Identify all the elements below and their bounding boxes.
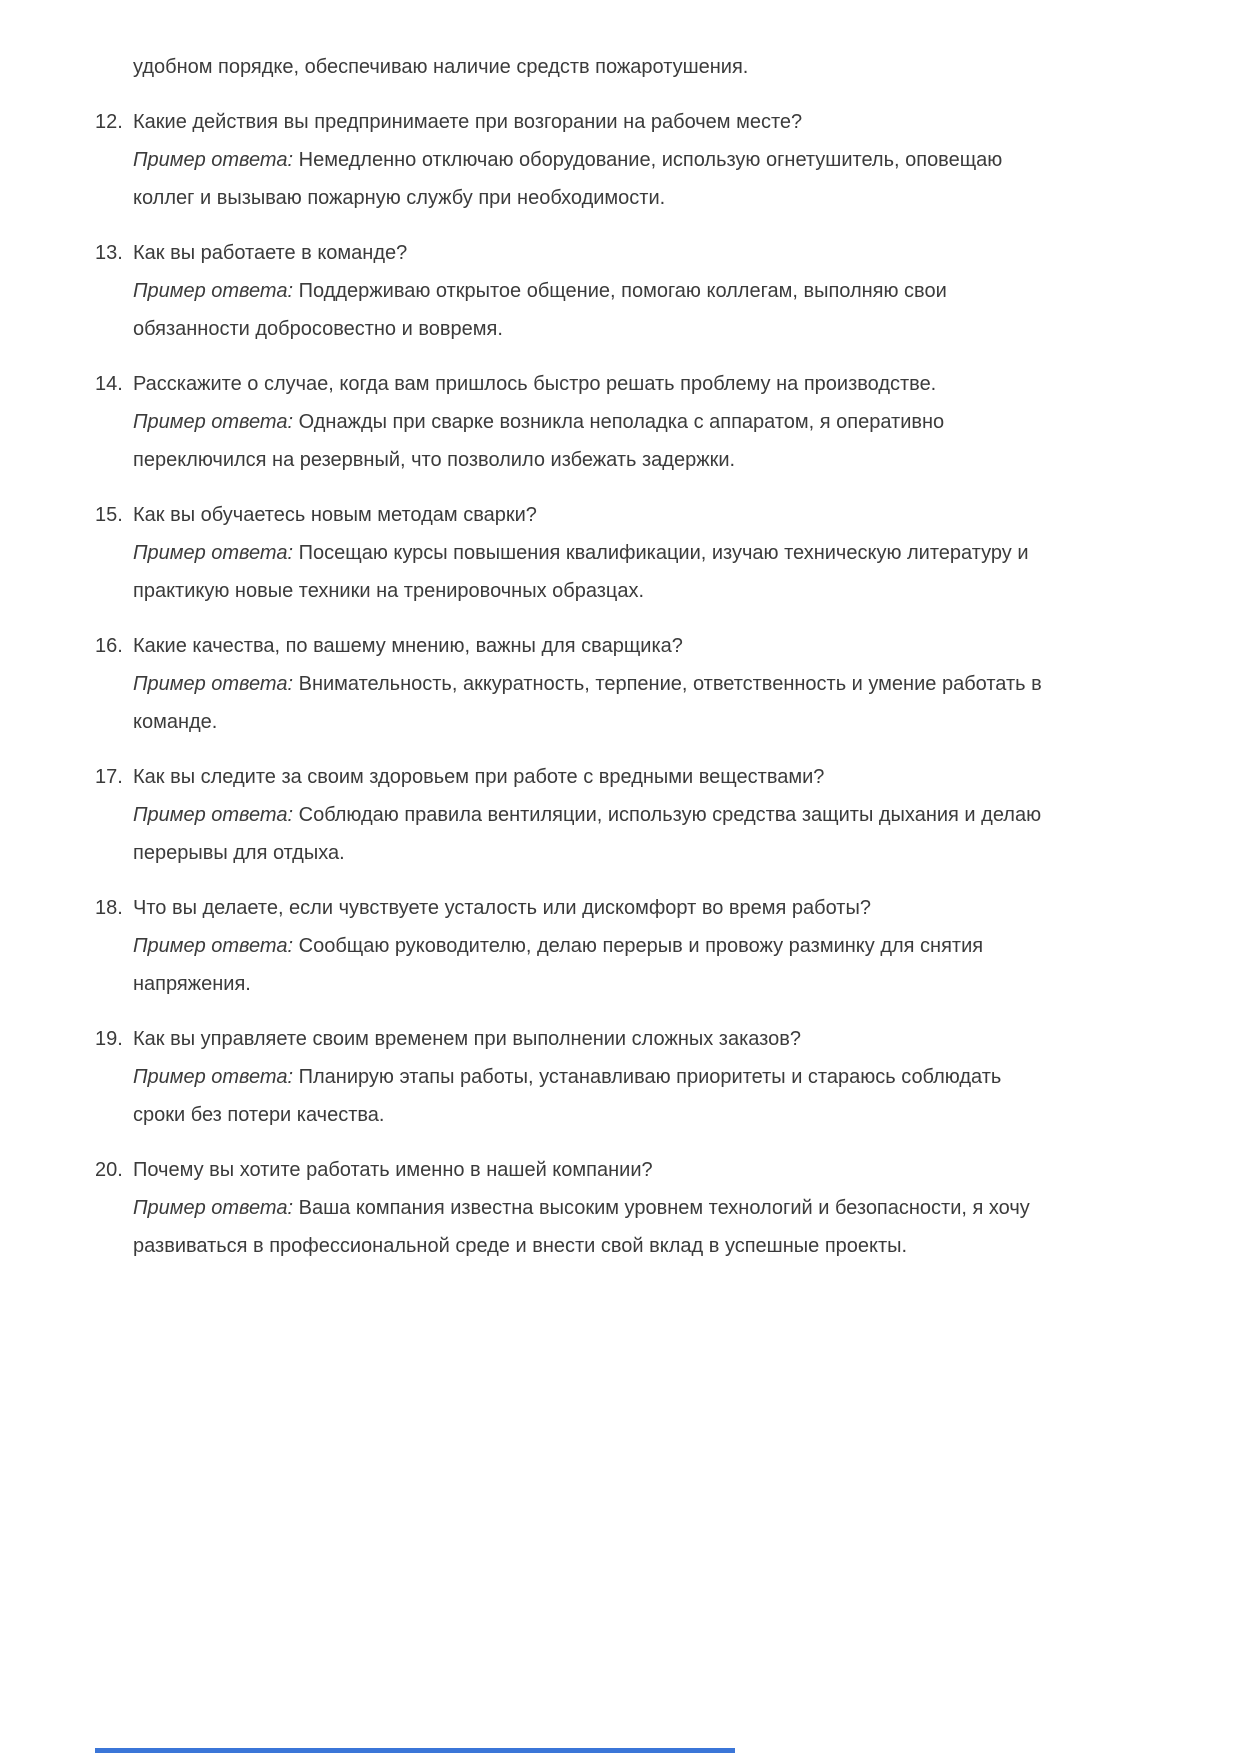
answer-text: Немедленно отключаю оборудование, использую огнетушитель, оповещаю коллег и вызываю пожарную службу при необходимости.: [133, 149, 1003, 209]
answer-paragraph: [133, 534, 1049, 610]
question-text: Почему вы хотите работать именно в нашей компании?: [133, 1159, 653, 1181]
question-text: Какие действия вы предпринимаете при возгорании на рабочем месте?: [133, 111, 803, 133]
question-text: Расскажите о случае, когда вам пришлось быстро решать проблему на производстве.: [133, 373, 937, 395]
page-bottom-rule: [95, 1748, 735, 1753]
answer-label: Пример ответа:: [133, 935, 294, 957]
answer-text: Планирую этапы работы, устанавливаю приоритеты и стараюсь соблюдать сроки без потери качества.: [133, 1066, 1002, 1126]
answer-text: Посещаю курсы повышения квалификации, изучаю техническую литературу и практикую новые техники на тренировочных образцах.: [133, 542, 1029, 602]
question-text: Что вы делаете, если чувствуете усталость или дискомфорт во время работы?: [133, 897, 871, 919]
answer-paragraph: [133, 665, 1049, 741]
item-number: 16.: [95, 635, 123, 657]
item-body: [133, 1020, 1049, 1134]
item-body: [133, 758, 1049, 872]
answer-paragraph: [133, 927, 1049, 1003]
item-body: [133, 496, 1049, 610]
item-number: 15.: [95, 504, 123, 526]
item-body: [133, 365, 1049, 479]
answer-paragraph: [133, 796, 1049, 872]
question-item: [95, 1020, 1049, 1134]
answer-label: Пример ответа:: [133, 280, 294, 302]
item-body: [133, 627, 1049, 741]
question-item: [95, 889, 1049, 1003]
answer-label: Пример ответа:: [133, 542, 294, 564]
item-body: [133, 1151, 1049, 1265]
answer-label: Пример ответа:: [133, 411, 294, 433]
question-item: [95, 627, 1049, 741]
item-number: 12.: [95, 111, 123, 133]
answer-label: Пример ответа:: [133, 1197, 294, 1219]
answer-label: Пример ответа:: [133, 1066, 294, 1088]
question-text: Как вы следите за своим здоровьем при работе с вредными веществами?: [133, 766, 825, 788]
answer-paragraph: [133, 141, 1049, 217]
answer-text: Поддерживаю открытое общение, помогаю коллегам, выполняю свои обязанности добросовестно и вовремя.: [133, 280, 947, 340]
answer-text: Соблюдаю правила вентиляции, использую средства защиты дыхания и делаю перерывы для отдыха.: [133, 804, 1042, 864]
answer-text: Однажды при сварке возникла неполадка с аппаратом, я оперативно переключился на резервный, что позволило избежать задержки.: [133, 411, 945, 471]
answer-paragraph: [133, 1058, 1049, 1134]
question-item: [95, 1151, 1049, 1265]
question-item: [95, 758, 1049, 872]
answer-paragraph: [133, 272, 1049, 348]
answer-label: Пример ответа:: [133, 804, 294, 826]
answer-paragraph: [133, 1189, 1049, 1265]
answer-label: Пример ответа:: [133, 673, 294, 695]
item-body: [133, 103, 1049, 217]
continuation-line: удобном порядке, обеспечиваю наличие средств пожаротушения.: [133, 56, 749, 78]
question-text: Как вы управляете своим временем при выполнении сложных заказов?: [133, 1028, 801, 1050]
question-text: Какие качества, по вашему мнению, важны для сварщика?: [133, 635, 683, 657]
item-number: 13.: [95, 242, 123, 264]
question-item: [95, 103, 1049, 217]
item-number: 18.: [95, 897, 123, 919]
item-number: 14.: [95, 373, 123, 395]
answer-paragraph: [133, 403, 1049, 479]
question-item: [95, 234, 1049, 348]
item-number: 19.: [95, 1028, 123, 1050]
item-body: [133, 234, 1049, 348]
answer-text: Ваша компания известна высоким уровнем технологий и безопасности, я хочу развиваться в профессиональной среде и внести свой вклад в успешные проекты.: [133, 1197, 1030, 1257]
question-text: Как вы работаете в команде?: [133, 242, 408, 264]
question-item: [95, 496, 1049, 610]
item-body: [133, 889, 1049, 1003]
answer-text: Сообщаю руководителю, делаю перерыв и провожу разминку для снятия напряжения.: [133, 935, 984, 995]
item-number: 20.: [95, 1159, 123, 1181]
answer-label: Пример ответа:: [133, 149, 294, 171]
question-item: [95, 365, 1049, 479]
answer-text: Внимательность, аккуратность, терпение, ответственность и умение работать в команде.: [133, 673, 1042, 733]
item-number: 17.: [95, 766, 123, 788]
question-text: Как вы обучаетесь новым методам сварки?: [133, 504, 537, 526]
